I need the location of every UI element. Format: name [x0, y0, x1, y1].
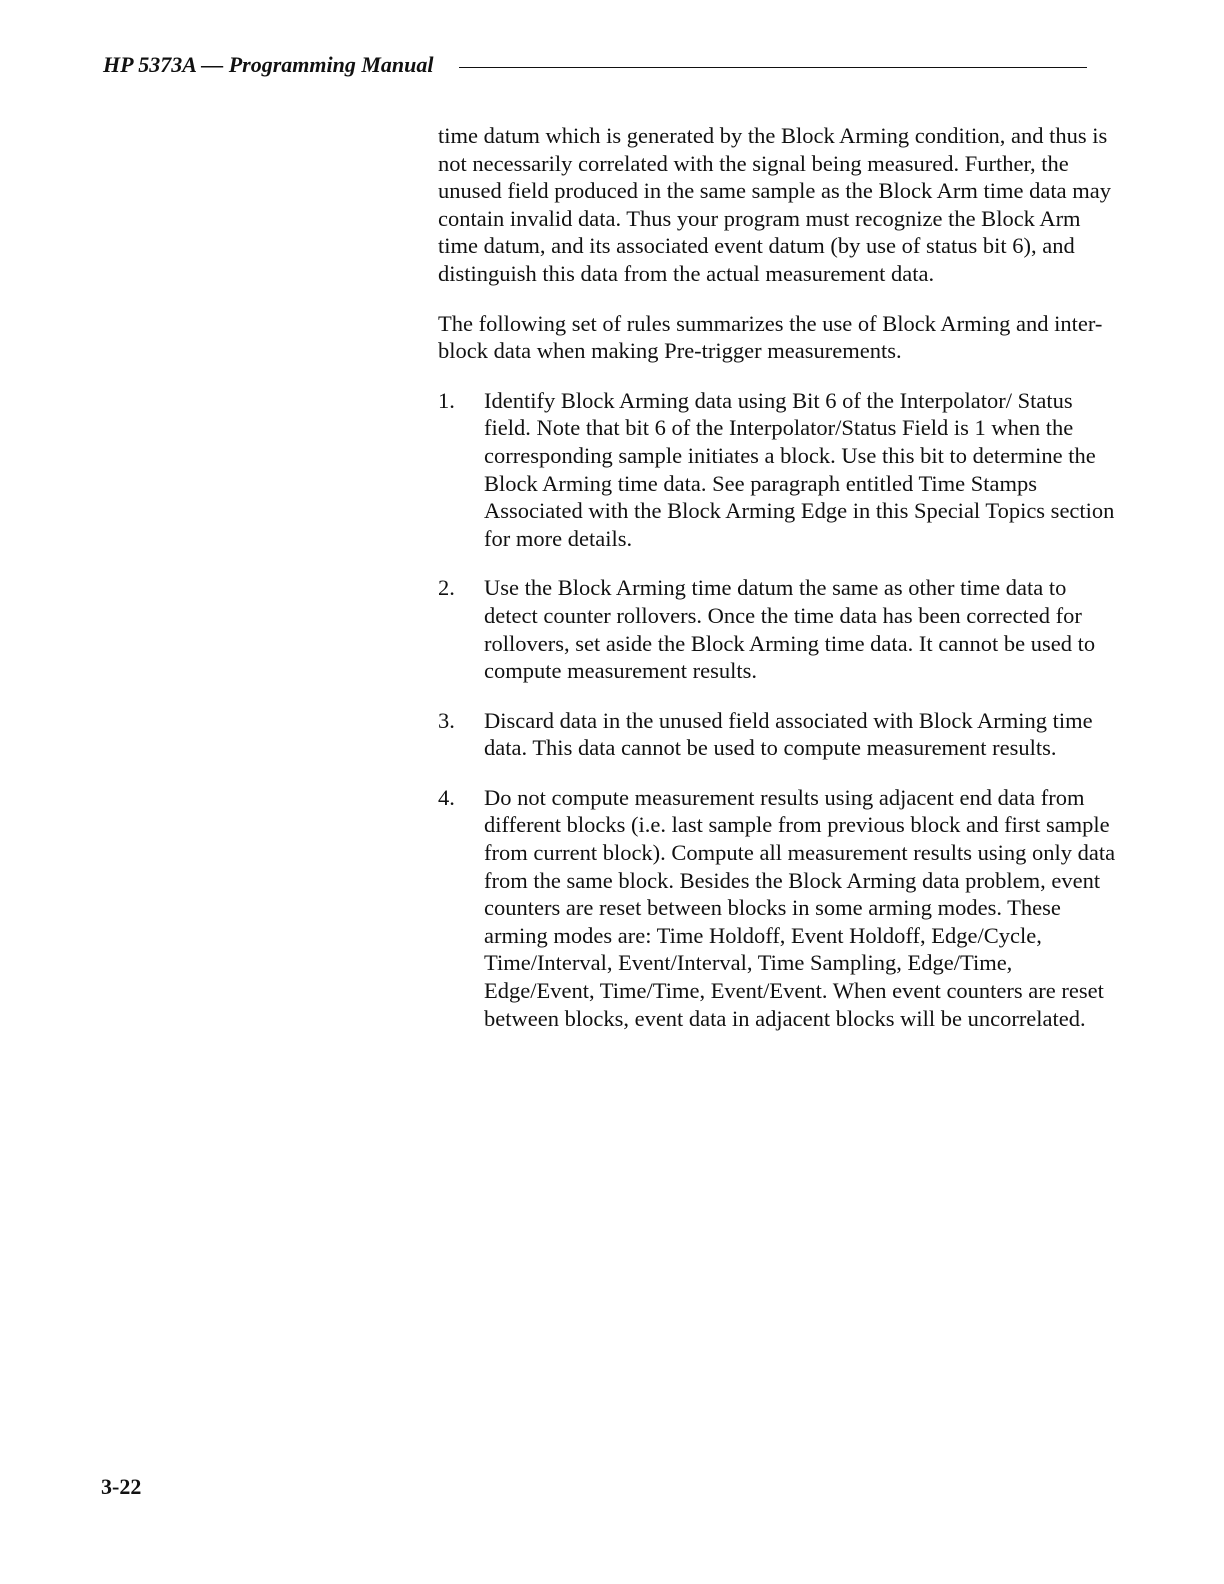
rule-number: 4. — [438, 784, 455, 810]
rule-number: 2. — [438, 575, 455, 601]
page-number: 3-22 — [101, 1474, 142, 1499]
rule-text: Discard data in the unused field associated with Block Arming time data. This data cannot be used to compute measurement results. — [484, 707, 1093, 761]
rule-number: 1. — [438, 387, 455, 413]
rule-item — [438, 707, 1118, 762]
body-text — [438, 122, 1118, 1054]
body-paragraph: time datum which is generated by the Block Arming condition, and thus is not necessarily correlated with the signal being measured. Further, the unused field produced in the same sample as the Block Arm time data may contain invalid data. Thus your program must recognize the Block Arm time datum, and its associated event datum (by use of status bit 6), and distinguish this data from the actual measurement data. — [438, 123, 1111, 286]
header-rule — [459, 67, 1087, 68]
rule-item — [438, 574, 1118, 684]
rule-text: Use the Block Arming time datum the same as other time data to detect counter rollovers. Once the time data has been corrected for rollovers, set aside the Block Arming time data. It cannot be used to compute measurement results. — [484, 575, 1096, 684]
rule-number: 3. — [438, 707, 455, 733]
rules-intro-paragraph: The following set of rules summarizes the use of Block Arming and inter-block data when making Pre-trigger measurements. — [438, 310, 1103, 364]
rule-text: Do not compute measurement results using adjacent end data from different blocks (i.e. last sample from previous block and first sample from current block). Compute all measurement results using only data from the same block. Besides the Block Arming data problem, event counters are reset between blocks in some arming modes. These arming modes are: Time Holdoff, Event Holdoff, Edge/Cycle, Time/Interval, Event/Interval, Time Sampling, Edge/Time, Edge/Event, Time/Time, Event/Event. When event counters are reset between blocks, event data in adjacent blocks will be uncorrelated. — [484, 784, 1116, 1031]
rule-item — [438, 387, 1118, 553]
rule-text: Identify Block Arming data using Bit 6 of the Interpolator/ Status field. Note that bit 6 of the Interpolator/Status Field is 1 when the corresponding sample initiates a block. Use this bit to determine the Block Arming time data. See paragraph entitled Time Stamps Associated with the Block Arming Edge in this Special Topics section for more details. — [484, 387, 1115, 551]
page-header — [103, 50, 1087, 80]
rule-item — [438, 784, 1118, 1032]
manual-title: HP 5373A — Programming Manual — [103, 52, 434, 77]
rules-list — [438, 387, 1118, 1032]
